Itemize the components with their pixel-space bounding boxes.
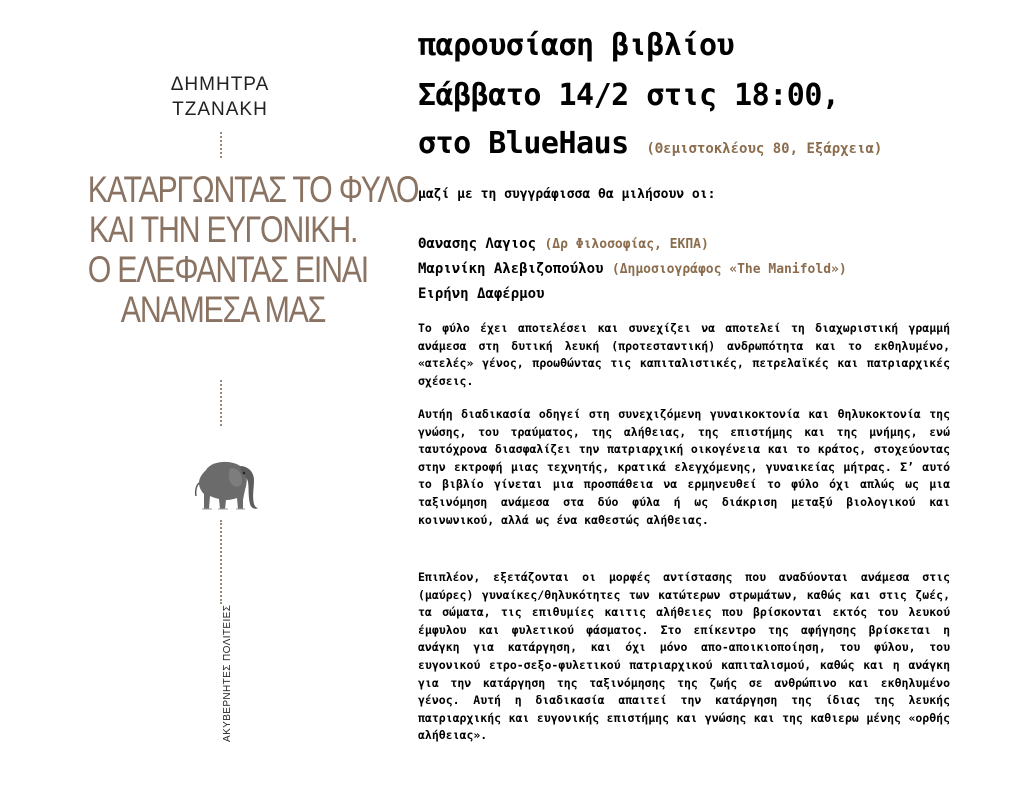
speaker-name: Ειρήνη Δαφέρμου: [418, 286, 545, 302]
event-venue: στο BlueHaus: [418, 126, 629, 161]
speaker-item: [418, 236, 709, 252]
book-title-line: ΚΑΤΑΡΓΩΝΤΑΣ ΤΟ ΦΥΛΟ: [87, 169, 419, 210]
book-title: [87, 169, 419, 330]
speaker-role: (Δρ Φιλοσοφίας, ΕΚΠΑ): [544, 237, 709, 252]
author-last-name: ΤΖΑΝΑΚΗ: [172, 99, 268, 120]
author-first-name: ΔΗΜΗΤΡΑ: [170, 74, 270, 95]
book-title-line: ΚΑΙ ΤΗΝ ΕΥΓΟΝΙΚΗ.: [88, 209, 358, 250]
event-title: παρουσίαση βιβλίου: [418, 28, 735, 63]
book-title-line: Ο ΕΛΕΦΑΝΤΑΣ ΕΙΝΑΙ: [87, 249, 368, 290]
speaker-item: [418, 286, 544, 302]
description-paragraph: Το φύλο έχει αποτελέσει και συνεχίζει να αποτελεί τη διαχωριστική γραμμή ανάμεσα στη δυτική λευκή (προτεσταντική) ανδρωπότητα και το εκθηλυμένο, «ατελές» γένος, προωθώντας τις καπιταλιστικές, πετρελαϊκές και πατριαρχικές σχέσεις.: [418, 321, 950, 388]
speaker-name: Θανασης Λαγιος: [418, 236, 537, 252]
speaker-item: [418, 261, 847, 277]
event-venue-line: [418, 126, 882, 161]
elephant-icon: [188, 456, 260, 512]
book-title-line: ΑΝΑΜΕΣΑ ΜΑΣ: [120, 289, 326, 330]
elephant-illustration: [188, 456, 260, 517]
speaker-name: Μαρινίκη Αλεβιζοπούλου: [418, 261, 604, 277]
description-paragraph: Επιπλέον, εξετάζονται οι μορφές αντίστασης που αναδύονται ανάμεσα στις (μαύρες) γυναίκες/θηλυκότητες των κατώτερων στρωμάτων, καθώς και στις ζωές, τα σώματα, τις επιθυμίες καιτις αλήθειες που βρίσκονται εκτός του λευκού έμφυλου και φυλετικού φάσματος. Στο επίκεντρο της αφήγησης βρίσκεται η ανάγκη για κατάργηση, και όχι μόνο απο-αποικιοποίηση, του φύλου, του ευγονικού ετρο-σεξο-φυλετικού πατριαρχικού καπιταλισμού, καθώς και η ανάγκη για την κατάργηση της ταξινόμησης της ζωής σε ανθρώπινο και εκθηλυμένο γένος. Αυτή η διαδικασία απαιτεί την κατάργηση της ίδιας της λευκής πατριαρχικής και ευγονικής επιστήμης και γνώσης και της καθιερω μένης «ορθής αλήθειας».: [418, 570, 950, 743]
speakers-intro: μαζί με τη συγγράφισσα θα μιλήσουν οι:: [418, 187, 716, 202]
publisher-name: ΑΚΥΒΕΡΝΗΤΕΣ ΠΟΛΙΤΕΙΕΣ: [222, 604, 233, 742]
dotted-divider: [220, 380, 222, 426]
description-paragraph: Αυτήη διαδικασία οδηγεί στη συνεχιζόμενη γυναικοκτονία και θηλυκοκτονία της γνώσης, του τραύματος, της αλήθειας, της επιστήμης και της μνήμης, ενώ ταυτόχρονα διασφαλίζει την πατριαρχική οικογένεια και το κράτος, στοχεύοντας στην εκτροφή μιας τεχνητής, κρατικά ελεγχόμενης, γυναικείας μήτρας. Σ’ αυτό το βιβλίο γίνεται μια προσπάθεια να ερμηνευθεί το φύλο όχι απλώς ως μια ταξινόμηση ανάμεσα στα δύο φύλα ή ως διάκριση μεταξύ βιολογικού και κοινωνικού, αλλά ως ένα καθεστώς αλήθειας.: [418, 407, 950, 527]
dotted-divider: [220, 520, 222, 604]
book-cover: [0, 0, 440, 788]
speaker-role: (Δημοσιογράφος «The Manifold»): [611, 262, 847, 277]
event-datetime: Σάββατο 14/2 στις 18:00,: [418, 78, 840, 113]
event-address: (Θεμιστοκλέους 80, Εξάρχεια): [646, 141, 883, 157]
dotted-divider: [220, 132, 222, 158]
